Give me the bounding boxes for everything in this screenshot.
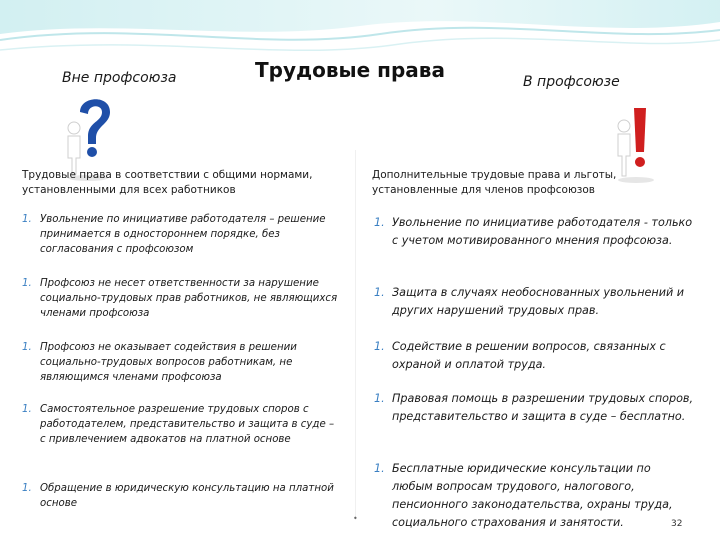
list-item [374, 460, 694, 532]
list-item [22, 212, 342, 257]
item-text: Увольнение по инициативе работодателя - только с учетом мотивированного мнения профсоюза. [392, 216, 693, 247]
list-item [22, 340, 342, 385]
item-text: Бесплатные юридические консультации по любым вопросам трудового, налогового, пенсионного законодательства, охраны труда, социального страхования и занятости. [392, 462, 673, 529]
list-item [374, 390, 694, 426]
item-number: 1. [374, 216, 385, 229]
item-number: 1. [374, 286, 385, 299]
left-column-heading: Вне профсоюза [62, 70, 177, 86]
list-item [22, 481, 342, 511]
left-subtitle: Трудовые права в соответствии с общими нормами, установленными для всех работников [22, 169, 313, 196]
item-text: Содействие в решении вопросов, связанных с охраной и оплатой труда. [392, 340, 666, 371]
item-number: 1. [22, 483, 32, 494]
item-number: 1. [374, 392, 385, 405]
item-number: 1. [22, 278, 32, 289]
list-item [374, 338, 694, 374]
item-text: Увольнение по инициативе работодателя – решение принимается в одностороннем порядке, без согласования с профсоюзом [40, 214, 326, 255]
item-text: Профсоюз не оказывает содействия в решении социально-трудовых вопросов работникам, не являющимся членами профсоюза [40, 342, 297, 383]
item-text: Обращение в юридическую консультацию на платной основе [40, 483, 334, 509]
right-subtitle: Дополнительные трудовые права и льготы, установленные для членов профсоюзов [372, 169, 617, 196]
right-column-heading: В профсоюзе [523, 74, 620, 90]
item-text: Защита в случаях необоснованных увольнений и других нарушений трудовых прав. [392, 286, 685, 317]
item-text: Правовая помощь в разрешении трудовых споров, представительство и защита в суде – бесплатно. [392, 392, 694, 423]
item-number: 1. [22, 214, 32, 225]
list-item [374, 284, 694, 320]
list-item [374, 214, 694, 250]
item-number: 1. [374, 340, 385, 353]
item-text: Самостоятельное разрешение трудовых споров с работодателем, представительство и защита в суде – с привлечением адвокатов на платной основе [40, 404, 335, 445]
item-text: Профсоюз не несет ответственности за нарушение социально-трудовых прав работников, не являющихся членами профсоюза [40, 278, 338, 319]
list-item [22, 402, 342, 447]
footer-dot: • [353, 514, 358, 523]
column-divider [355, 150, 356, 520]
item-number: 1. [22, 342, 32, 353]
list-item [22, 276, 342, 321]
item-number: 1. [374, 462, 385, 475]
page-number: 32 [671, 519, 683, 529]
item-number: 1. [22, 404, 32, 415]
page-title: Трудовые права [255, 58, 445, 82]
